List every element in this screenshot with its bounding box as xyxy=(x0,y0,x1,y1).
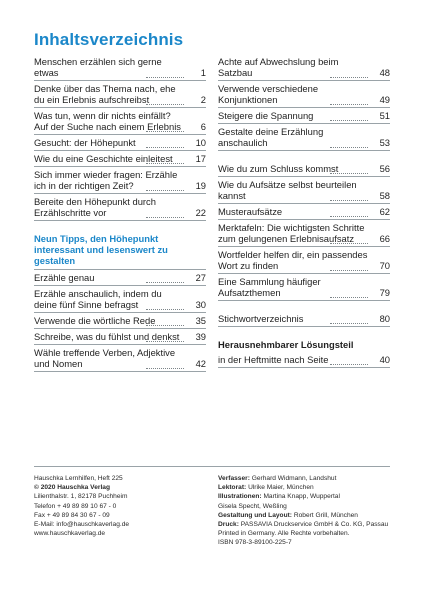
toc-page-number: 80 xyxy=(379,313,390,324)
toc-page-number: 56 xyxy=(379,163,390,174)
imprint-line xyxy=(218,492,398,501)
toc-entry-title: Was tun, wenn dir nichts einfällt? Auf der Suche nach einem Erlebnis xyxy=(34,110,181,132)
toc-page-number: 39 xyxy=(195,331,206,342)
toc-entry-title: Stichwortverzeichnis xyxy=(218,313,304,324)
toc-entry xyxy=(34,108,206,135)
imprint-line: Hauschka Lernhilfen, Heft 225 xyxy=(34,475,123,482)
leader-dots xyxy=(146,340,184,342)
toc-entry-title: Bereite den Höhepunkt durch Erzählschritte vor xyxy=(34,196,156,218)
imprint-label: Verfasser: xyxy=(218,475,250,482)
toc-page-number: 30 xyxy=(195,299,206,310)
imprint-label: Druck: xyxy=(218,521,239,529)
imprint-label: Illustrationen: xyxy=(218,493,262,501)
toc-entry-title: Wie du zum Schluss kommst xyxy=(218,163,339,174)
toc-entry xyxy=(34,151,206,167)
toc-page-number: 79 xyxy=(379,287,390,298)
toc-entry-title: Verwende die wörtliche Rede xyxy=(34,315,156,326)
toc-entry-title: Achte auf Abwechslung beim Satzbau xyxy=(218,56,339,78)
toc-entry-title: Verwende verschiedene Konjunktionen xyxy=(218,83,319,105)
imprint-line: Fax + 49 89 84 30 67 - 09 xyxy=(34,511,110,519)
toc-entry-title: Wie du eine Geschichte einleitest xyxy=(34,153,173,164)
toc-entry xyxy=(218,311,390,327)
leader-dots xyxy=(146,146,184,148)
leader-dots xyxy=(330,172,368,174)
toc-entry-title: Wortfelder helfen dir, ein passendes Wort zu finden xyxy=(218,249,368,271)
toc-entry xyxy=(218,352,390,368)
toc-entry-title: Eine Sammlung häufiger Aufsatzthemen xyxy=(218,276,321,298)
toc-entry xyxy=(218,54,390,81)
leader-dots xyxy=(146,189,184,191)
leader-dots xyxy=(146,216,184,218)
toc-entry-title: Wie du Aufsätze selbst beurteilen kannst xyxy=(218,179,357,201)
toc-entry-title: Wähle treffende Verben, Adjektive und Nomen xyxy=(34,347,176,369)
toc-entry xyxy=(34,286,206,313)
toc-page-number: 53 xyxy=(379,137,390,148)
toc-page-number: 17 xyxy=(195,153,206,164)
toc-entry xyxy=(34,167,206,194)
toc-entry xyxy=(218,204,390,220)
toc-page-number: 70 xyxy=(379,260,390,271)
toc-page-number: 51 xyxy=(379,110,390,121)
toc-entry-title: Erzähle anschaulich, indem du deine fünf Sinne befragst xyxy=(34,288,162,310)
toc-entry xyxy=(218,220,390,247)
imprint-line: Lilienthalstr. 1, 82178 Puchheim xyxy=(34,493,128,501)
leader-dots xyxy=(330,242,368,244)
toc-entry xyxy=(218,337,390,352)
leader-dots xyxy=(330,296,368,298)
toc-page-number: 2 xyxy=(200,94,206,105)
toc-entry-title: Steigere die Spannung xyxy=(218,110,314,121)
toc-entry-title: Herausnehmbarer Lösungsteil xyxy=(218,339,354,350)
toc-page-number: 19 xyxy=(195,180,206,191)
leader-dots xyxy=(330,146,368,148)
toc-entry xyxy=(218,81,390,108)
toc-entry xyxy=(34,81,206,108)
toc-entry-title: Gesucht: der Höhepunkt xyxy=(34,137,136,148)
toc-entry-title: Musteraufsätze xyxy=(218,206,283,217)
imprint-value: Robert Grill, München xyxy=(293,511,358,519)
toc-entry-title: Menschen erzählen sich gerne etwas xyxy=(34,56,162,78)
imprint-value: ISBN 978-3-89100-225-7 xyxy=(218,539,292,547)
toc-entry xyxy=(218,108,390,124)
toc-page-number: 6 xyxy=(200,121,206,132)
toc-entry-title: Denke über das Thema nach, ehe du ein Erlebnis aufschreibst xyxy=(34,83,176,105)
leader-dots xyxy=(330,215,368,217)
toc-page-number: 48 xyxy=(379,67,390,78)
toc-page-number: 62 xyxy=(379,206,390,217)
leader-dots xyxy=(330,199,368,201)
leader-dots xyxy=(146,367,184,369)
leader-dots xyxy=(330,363,368,365)
toc-page-number: 35 xyxy=(195,315,206,326)
imprint-line: www.hauschkaverlag.de xyxy=(34,530,106,538)
toc-entry-title: Gestalte deine Erzählung anschaulich xyxy=(218,126,324,148)
toc-entry xyxy=(218,161,390,177)
toc-entry xyxy=(34,54,206,81)
toc-entry-title: Schreibe, was du fühlst und denkst xyxy=(34,331,180,342)
leader-dots xyxy=(146,130,184,132)
leader-dots xyxy=(146,281,184,283)
imprint-credits xyxy=(218,474,398,548)
imprint-line xyxy=(218,502,398,511)
imprint-label: Lektorat: xyxy=(218,484,247,492)
toc-entry xyxy=(218,124,390,151)
imprint-value: PASSAVIA Druckservice GmbH & Co. KG, Passau xyxy=(240,521,389,529)
toc-column-left xyxy=(34,54,206,372)
toc-entry xyxy=(34,345,206,372)
imprint-line xyxy=(218,538,398,547)
imprint-line xyxy=(218,511,398,520)
imprint-value: Gisela Specht, Weßling xyxy=(218,502,287,510)
imprint-line xyxy=(218,474,398,483)
imprint-line: E-Mail: info@hauschkaverlag.de xyxy=(34,521,130,529)
toc-page-number: 66 xyxy=(379,233,390,244)
toc-entry xyxy=(218,177,390,204)
toc-entry xyxy=(34,270,206,286)
toc-page-number: 42 xyxy=(195,358,206,369)
footer-divider xyxy=(34,466,390,467)
toc-entry xyxy=(218,247,390,274)
leader-dots xyxy=(330,322,368,324)
toc-page-number: 22 xyxy=(195,207,206,218)
imprint-value: Printed in Germany. Alle Rechte vorbehalten. xyxy=(218,530,350,538)
toc-entry-title: Erzähle genau xyxy=(34,272,95,283)
toc-entry-title: in der Heftmitte nach Seite xyxy=(218,354,329,365)
leader-dots xyxy=(146,308,184,310)
toc-entry xyxy=(218,274,390,301)
imprint-value: Martina Knapp, Wuppertal xyxy=(263,493,340,501)
leader-dots xyxy=(330,119,368,121)
toc-page-number: 27 xyxy=(195,272,206,283)
imprint-value: Gerhard Widmann, Landshut xyxy=(251,475,337,482)
toc-entry xyxy=(34,329,206,345)
toc-page-number: 58 xyxy=(379,190,390,201)
imprint-label: Gestaltung und Layout: xyxy=(218,511,292,519)
imprint-line: © 2020 Hauschka Verlag xyxy=(34,484,110,492)
toc-page-number: 10 xyxy=(195,137,206,148)
leader-dots xyxy=(146,324,184,326)
leader-dots xyxy=(146,162,184,164)
toc-entry-title: Sich immer wieder fragen: Erzähle ich in der richtigen Zeit? xyxy=(34,169,178,191)
leader-dots xyxy=(146,76,184,78)
toc-page-number: 1 xyxy=(200,67,206,78)
leader-dots xyxy=(330,76,368,78)
toc-column-right xyxy=(218,54,390,368)
toc-page-number: 49 xyxy=(379,94,390,105)
leader-dots xyxy=(330,103,368,105)
toc-entry-title: Merktafeln: Die wichtigsten Schritte zum gelungenen Erlebnisaufsatz xyxy=(218,222,365,244)
imprint-publisher xyxy=(34,474,204,538)
toc-entry xyxy=(34,135,206,151)
imprint-line xyxy=(218,483,398,492)
imprint-value: Ulrike Maier, München xyxy=(248,484,314,492)
leader-dots xyxy=(330,269,368,271)
toc-entry xyxy=(34,194,206,221)
toc-entry xyxy=(34,313,206,329)
page-title: Inhaltsverzeichnis xyxy=(34,30,184,49)
toc-page-number: 40 xyxy=(379,354,390,365)
imprint-line: Telefon + 49 89 89 10 67 - 0 xyxy=(34,502,117,510)
imprint-line xyxy=(218,520,398,529)
imprint-line xyxy=(218,529,398,538)
leader-dots xyxy=(146,103,184,105)
section-heading: Neun Tipps, den Höhepunkt interessant und lesenswert zu gestalten xyxy=(34,233,206,270)
